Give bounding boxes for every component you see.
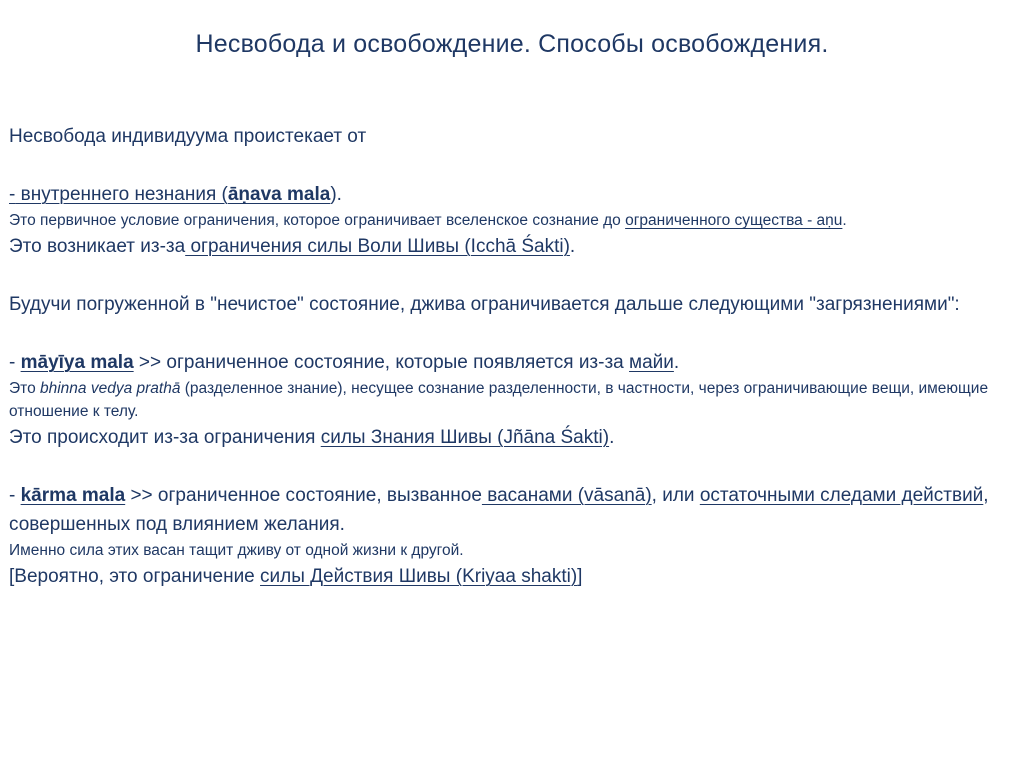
jnana-shakti-link[interactable]: силы Знания Шивы (Jñāna Śakti) <box>320 427 610 448</box>
maya-link[interactable]: майи <box>629 352 674 373</box>
karma-desc: Именно сила этих васан тащит дживу от одной жизни к другой. <box>9 542 464 559</box>
mayiya-term: māyīya mala <box>20 352 134 373</box>
residual-traces-link[interactable]: остаточными следами действий <box>699 485 984 506</box>
bhinna-vedya: bhinna vedya prathā <box>40 380 181 397</box>
karma-final: [Вероятно, это ограничение силы Действия Шивы (Kriyaa shakti)] <box>9 566 583 587</box>
anava-desc: Это первичное условие ограничения, которое ограничивает вселенское сознание до ограниченного существа - aṇu. <box>9 212 847 229</box>
anava-desc-link[interactable]: ограниченного существа - aṇu <box>625 212 843 229</box>
mayiya-line: - māyīya mala >> ограниченное состояние, которые появляется из-за майи. <box>9 352 680 373</box>
anava-term: āṇava mala <box>227 184 331 205</box>
anava-line: - внутреннего незнания (āṇava mala). <box>9 184 342 205</box>
kriya-shakti-link[interactable]: силы Действия Шивы (Kriyaa shakti) <box>260 566 578 587</box>
anava-cause-link[interactable]: ограничения силы Воли Шивы (Icchā Śakti) <box>185 236 570 257</box>
vasana-link[interactable]: васанами (vāsanā) <box>481 485 652 506</box>
mayiya-desc: Это bhinna vedya prathā (разделенное знание), несущее сознание разделенности, в частности, через ограничивающие вещи, имеющие отношение к телу. <box>9 380 989 420</box>
anava-lead: - внутреннего незнания (āṇava mala <box>9 184 331 205</box>
slide-title: Несвобода и освобождение. Способы освобождения. <box>195 30 829 58</box>
karma-term: kārma mala <box>20 485 126 506</box>
mayiya-cause: Это происходит из-за ограничения силы Знания Шивы (Jñāna Śakti). <box>9 427 615 448</box>
slide-body <box>9 122 1014 591</box>
anava-cause: Это возникает из-за ограничения силы Воли Шивы (Icchā Śakti). <box>9 236 576 257</box>
impure-paragraph: Будучи погруженной в "нечистое" состояние, джива ограничивается дальше следующими "загрязнениями": <box>9 294 960 315</box>
karma-line: - kārma mala >> ограниченное состояние, вызванное васанами (vāsanā), или остаточными следами действий, совершенных под влиянием желания. <box>9 485 989 535</box>
intro-line: Несвобода индивидуума проистекает от <box>9 126 367 147</box>
